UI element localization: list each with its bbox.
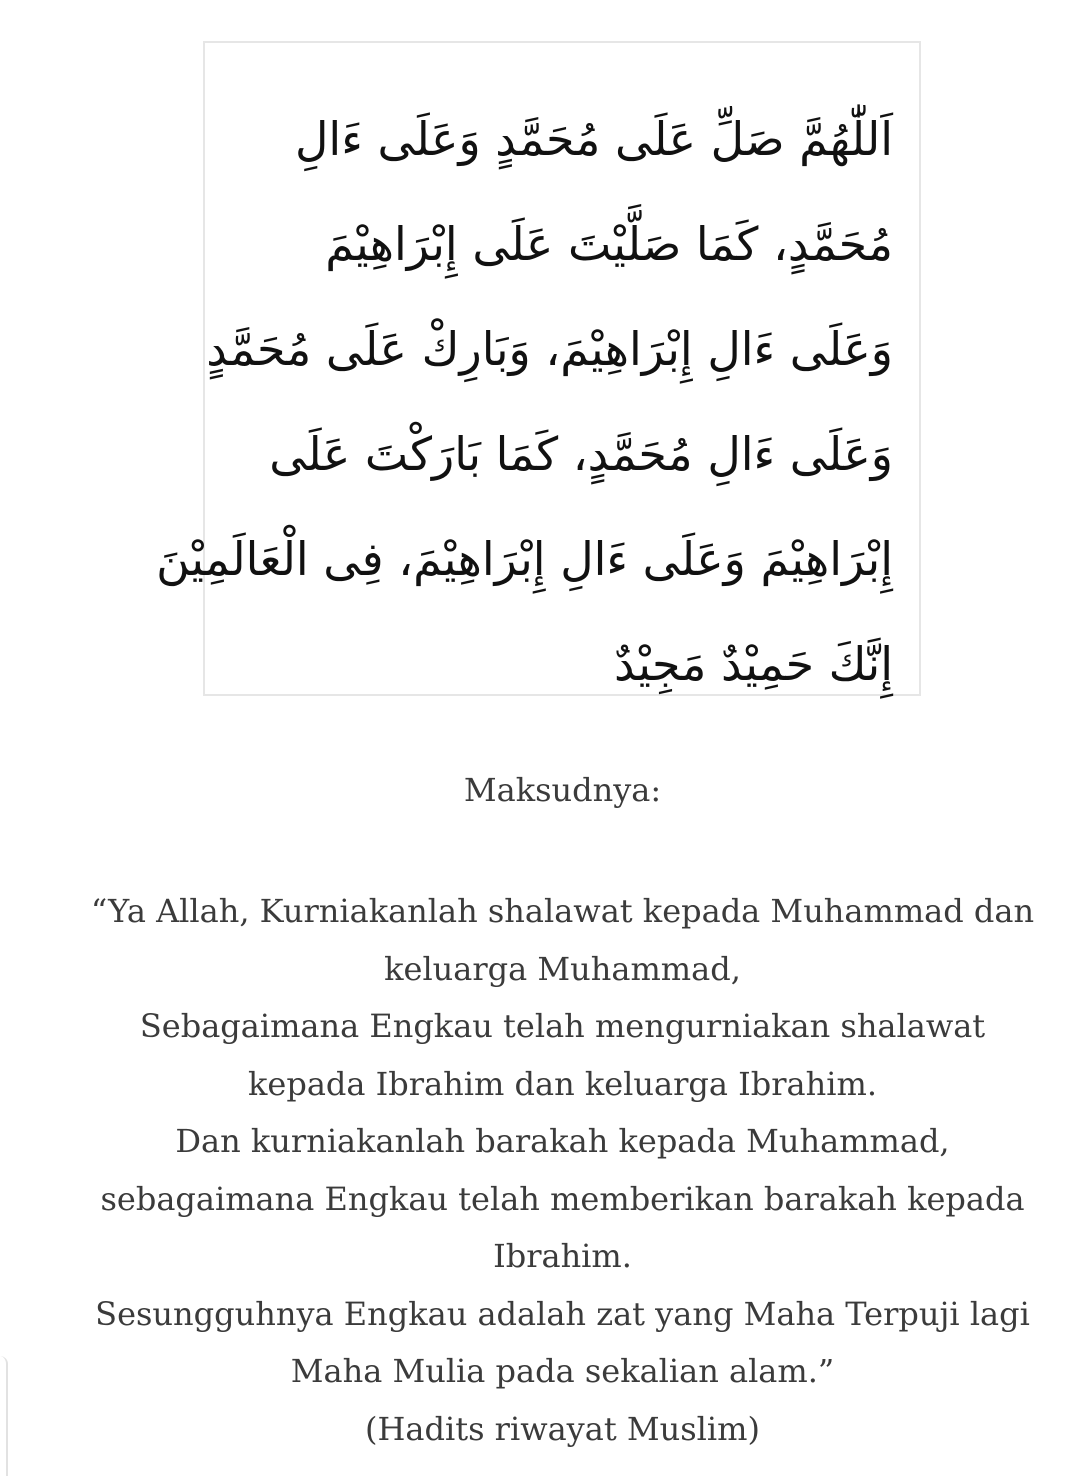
arabic-prayer-image xyxy=(156,41,921,696)
translation-line: Ibrahim. xyxy=(493,1237,632,1275)
translation-line: Sesungguhnya Engkau adalah zat yang Maha Terpuji lagi xyxy=(95,1294,1030,1333)
translation-block xyxy=(40,762,1079,1458)
arabic-line: وَعَلَى ءَالِ إِبْرَاهِيْمَ، وَبَارِكْ عَلَى مُحَمَّدٍ xyxy=(206,322,893,376)
arabic-line: إِنَّكَ حَمِيْدٌ مَجِيْدٌ xyxy=(613,637,893,691)
translation-line: keluarga Muhammad, xyxy=(384,949,741,988)
translation-line: sebagaimana Engkau telah memberikan barakah kepada xyxy=(100,1179,1025,1218)
translation-line: Dan kurniakanlah barakah kepada Muhammad, xyxy=(175,1122,950,1160)
arabic-line: مُحَمَّدٍ، كَمَا صَلَّيْتَ عَلَى إِبْرَاهِيْمَ xyxy=(325,217,893,271)
translation-line: Sebagaimana Engkau telah mengurniakan shalawat xyxy=(139,1007,986,1045)
arabic-line: وَعَلَى ءَالِ مُحَمَّدٍ، كَمَا بَارَكْتَ عَلَى xyxy=(269,427,893,481)
source-citation: (Hadits riwayat Muslim) xyxy=(365,1409,760,1448)
arabic-line: إِبْرَاهِيْمَ وَعَلَى ءَالِ إِبْرَاهِيْمَ، فِى الْعَالَمِيْنَ xyxy=(156,532,893,586)
left-edge-panel xyxy=(0,1356,8,1476)
translation-line: “Ya Allah, Kurniakanlah shalawat kepada Muhammad dan xyxy=(90,892,1035,930)
arabic-prayer-text xyxy=(156,87,893,717)
translation-line: kepada Ibrahim dan keluarga Ibrahim. xyxy=(248,1064,877,1103)
arabic-line: اَللّٰهُمَّ صَلِّ عَلَى مُحَمَّدٍ وَعَلَى ءَالِ xyxy=(295,112,893,166)
translation-heading: Maksudnya: xyxy=(463,771,662,809)
translation-line: Maha Mulia pada sekalian alam.” xyxy=(290,1352,835,1390)
